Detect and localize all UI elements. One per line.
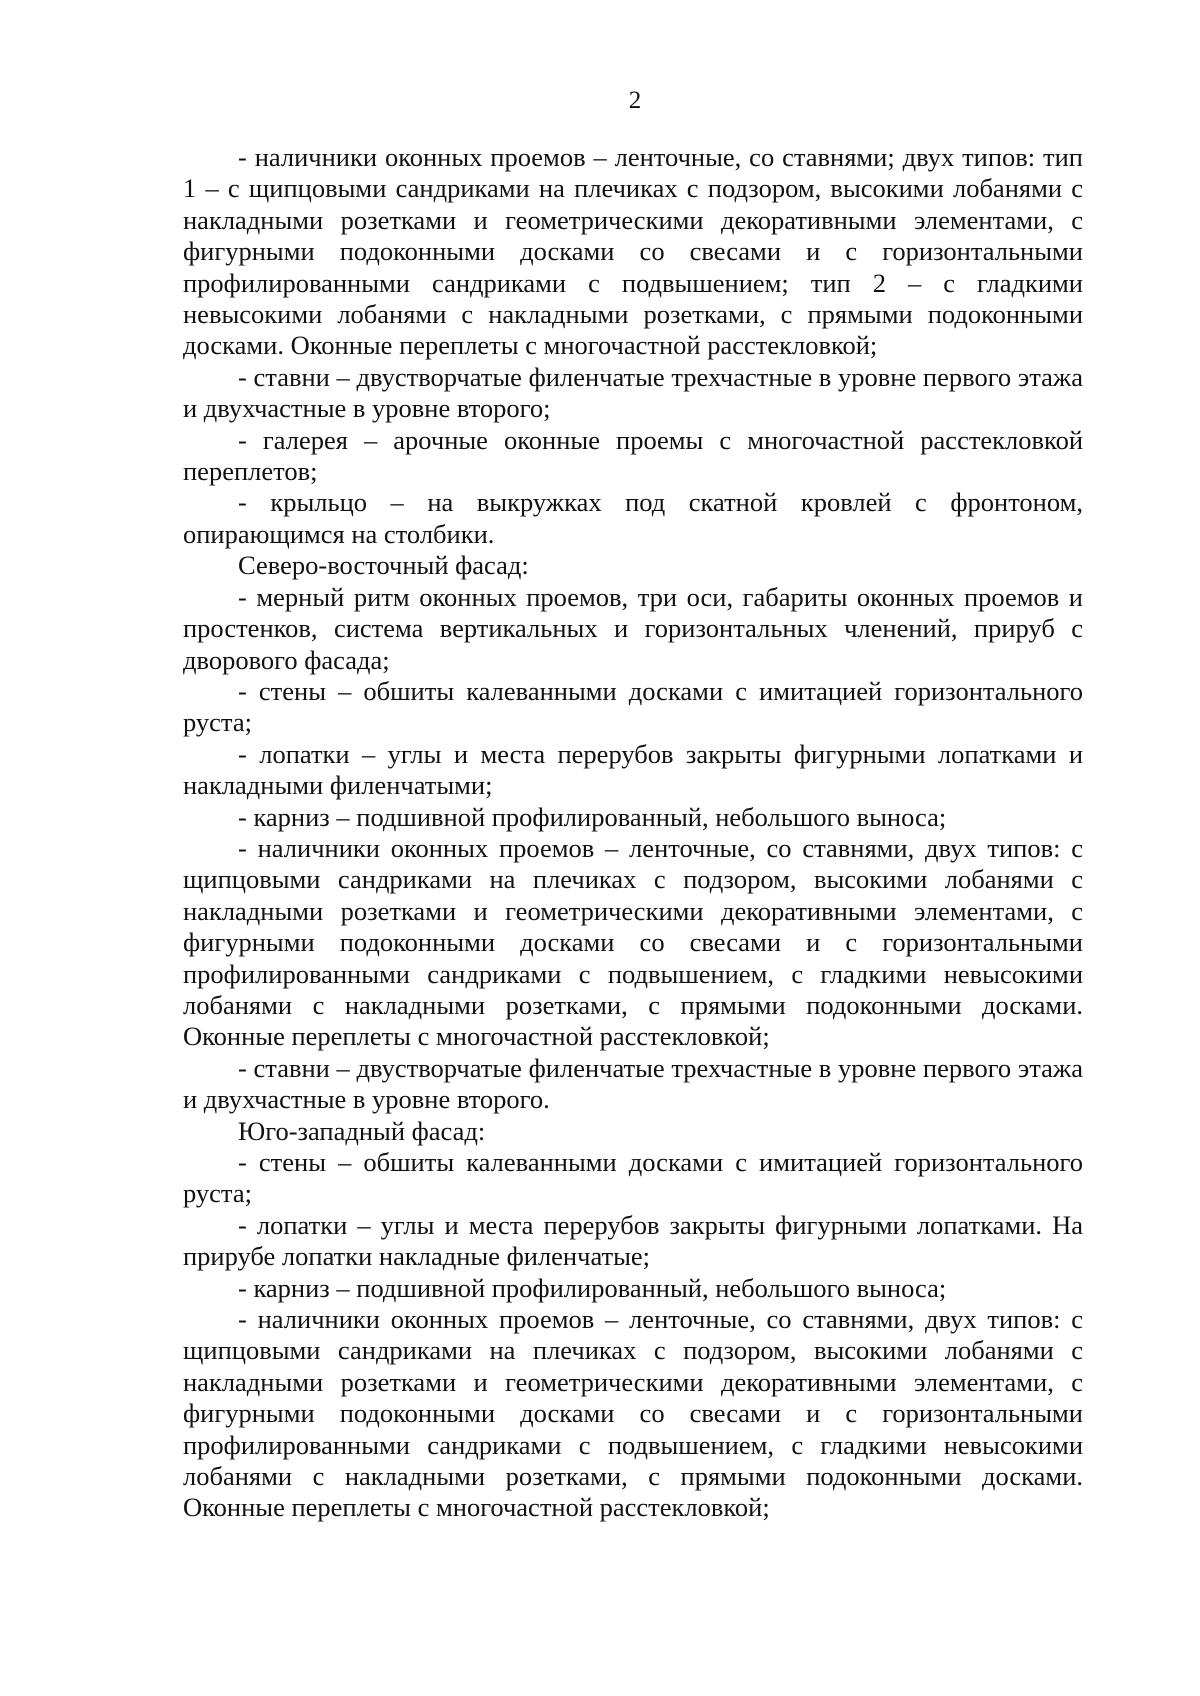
paragraph-cornice-northeast: - карниз – подшивной профилированный, небольшого выноса; xyxy=(238,801,947,832)
paragraph-shutters-main: - ставни – двустворчатые филенчатые трехчастные в уровне первого этажа и двухчастные в уровне второго; xyxy=(183,361,1083,424)
section-heading-northeast-facade: Северо-восточный фасад: xyxy=(238,550,529,581)
document-body xyxy=(183,142,1083,1524)
paragraph-porch: - крыльцо – на выкружках под скатной кровлей с фронтоном, опирающимся на столбики. xyxy=(183,487,1083,549)
section-heading-southwest-facade: Юго-западный фасад: xyxy=(238,1115,486,1146)
paragraph-window-rhythm: - мерный ритм оконных проемов, три оси, габариты оконных проемов и простенков, система вертикальных и горизонтальных членений, прируб с дворового фасада; xyxy=(183,581,1083,675)
paragraph-shutters-northeast: - ставни – двустворчатые филенчатые трехчастные в уровне первого этажа и двухчастные в уровне второго. xyxy=(183,1052,1083,1115)
paragraph-gallery: - галерея – арочные оконные проемы с многочастной расстекловкой переплетов; xyxy=(183,424,1083,487)
paragraph-walls-southwest: - стены – обшиты калеванными досками с имитацией горизонтального руста; xyxy=(183,1147,1083,1209)
paragraph-window-trims-main: - наличники оконных проемов – ленточные, со ставнями; двух типов: тип 1 – с щипцовыми сандриками на плечиках с подзором, высокими лобанями с накладными розетками и геометрическими декоративными элементами, с фигурными подоконными досками со свесами и с горизонтальными профилированными сандриками с подвышением; тип 2 – с гладкими невысокими лобанями с накладными розетками, с прямыми подоконными досками. Оконные переплеты с многочастной расстекловкой; xyxy=(183,142,1083,361)
paragraph-walls-northeast: - стены – обшиты калеванными досками с имитацией горизонтального руста; xyxy=(183,675,1083,738)
paragraph-pilasters-southwest: - лопатки – углы и места перерубов закрыты фигурными лопатками. На прирубе лопатки накладные филенчатые; xyxy=(183,1209,1083,1272)
paragraph-cornice-southwest: - карниз – подшивной профилированный, небольшого выноса; xyxy=(238,1272,947,1303)
page-number: 2 xyxy=(628,87,642,114)
paragraph-window-trims-northeast: - наличники оконных проемов – ленточные, со ставнями, двух типов: с щипцовыми сандриками на плечиках с подзором, высокими лобанями с накладными розетками и геометрическими декоративными элементами, с фигурными подоконными досками со свесами и с горизонтальными профилированными сандриками с подвышением, с гладкими невысокими лобанями с накладными розетками, с прямыми подоконными досками. Оконные переплеты с многочастной расстекловкой; xyxy=(183,832,1083,1052)
paragraph-window-trims-southwest: - наличники оконных проемов – ленточные, со ставнями, двух типов: с щипцовыми сандриками на плечиках с подзором, высокими лобанями с накладными розетками и геометрическими декоративными элементами, с фигурными подоконными досками со свесами и с горизонтальными профилированными сандриками с подвышением, с гладкими невысокими лобанями с накладными розетками, с прямыми подоконными досками. Оконные переплеты с многочастной расстекловкой; xyxy=(183,1304,1083,1523)
paragraph-pilasters-northeast: - лопатки – углы и места перерубов закрыты фигурными лопатками и накладными филенчатыми; xyxy=(183,738,1083,801)
